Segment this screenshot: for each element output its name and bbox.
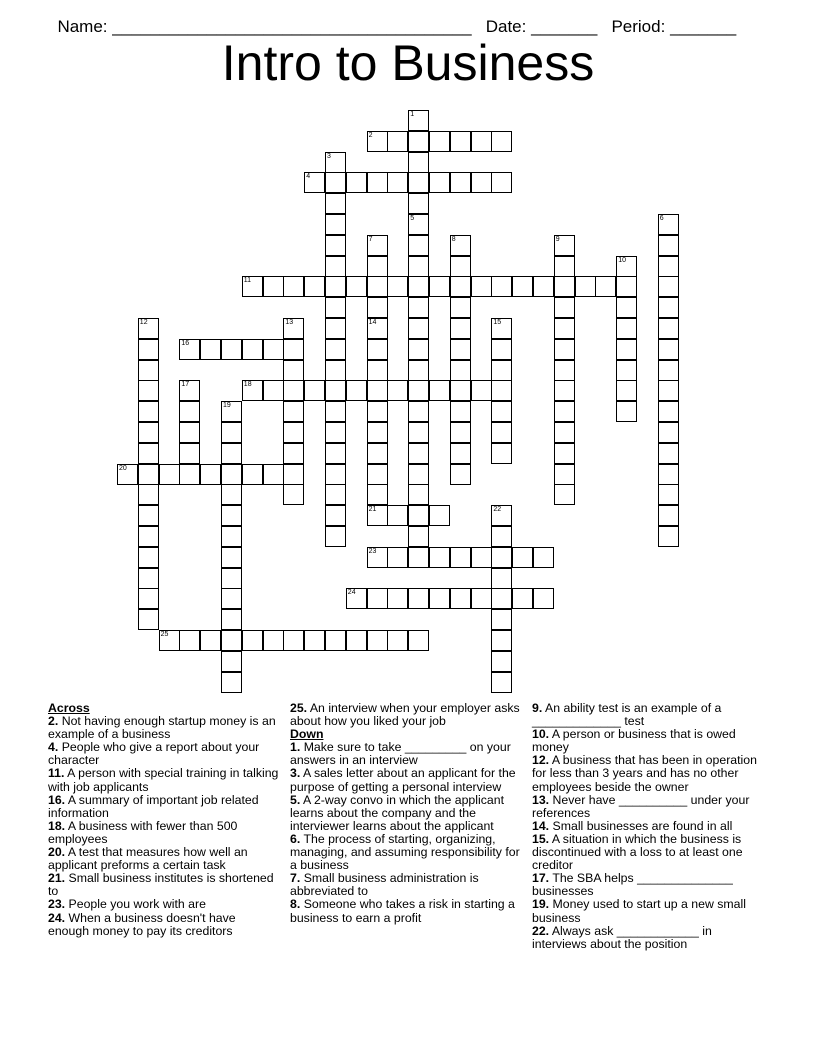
grid-cell[interactable]	[263, 380, 284, 401]
across-heading: Across	[48, 701, 90, 715]
grid-cell[interactable]	[408, 172, 429, 193]
grid-cell[interactable]	[533, 276, 554, 297]
clue-down-9: 9. An ability test is an example of a _____________ test	[532, 701, 722, 729]
grid-cell[interactable]	[658, 484, 679, 505]
clue-number: 2	[368, 131, 373, 139]
clue-number: 23	[368, 547, 377, 555]
grid-cell[interactable]	[429, 276, 450, 297]
grid-cell[interactable]	[200, 464, 221, 485]
clue-number: 25	[160, 631, 169, 638]
grid-cell[interactable]	[450, 131, 471, 152]
clue-number: 1	[410, 111, 415, 118]
grid-cell[interactable]	[616, 401, 637, 422]
clue-down-19: 19. Money used to start up a new small business	[532, 897, 746, 925]
grid-cell[interactable]	[471, 380, 492, 401]
grid-cell[interactable]	[221, 588, 242, 609]
clue-down-13: 13. Never have __________ under your references	[532, 792, 750, 820]
grid-cell[interactable]	[263, 630, 284, 651]
grid-cell[interactable]	[325, 193, 346, 214]
grid-cell[interactable]	[159, 464, 180, 485]
grid-cell[interactable]	[387, 630, 408, 651]
grid-cell[interactable]	[387, 505, 408, 526]
grid-cell[interactable]	[242, 464, 263, 485]
grid-cell[interactable]	[346, 172, 367, 193]
grid-cell[interactable]	[408, 422, 429, 443]
grid-cell[interactable]	[491, 443, 512, 464]
grid-cell[interactable]	[283, 339, 304, 360]
clue-number: 12	[139, 319, 148, 326]
grid-cell[interactable]	[138, 568, 159, 589]
grid-cell[interactable]	[387, 131, 408, 152]
grid-cell[interactable]	[325, 318, 346, 339]
grid-cell[interactable]	[283, 401, 304, 422]
grid-cell[interactable]	[408, 526, 429, 547]
clue-number: 7	[368, 235, 373, 243]
grid-cell[interactable]	[595, 276, 616, 297]
grid-cell[interactable]	[346, 630, 367, 651]
clue-number: 16	[181, 339, 190, 347]
grid-cell[interactable]	[491, 401, 512, 422]
grid-cell[interactable]	[221, 443, 242, 464]
grid-cell[interactable]	[242, 380, 263, 401]
clue-across-11: 11. A person with special training in talking with job applicants	[48, 766, 279, 794]
grid-cell[interactable]	[491, 339, 512, 360]
grid-cell[interactable]	[554, 297, 575, 318]
grid-cell[interactable]	[429, 505, 450, 526]
grid-cell[interactable]	[179, 380, 200, 401]
grid-cell[interactable]	[325, 443, 346, 464]
grid-cell[interactable]	[616, 380, 637, 401]
grid-cell[interactable]	[408, 110, 429, 131]
grid-cell[interactable]	[491, 526, 512, 547]
grid-cell[interactable]	[408, 630, 429, 651]
grid-cell[interactable]	[367, 505, 388, 526]
grid-cell[interactable]	[221, 547, 242, 568]
grid-cell[interactable]	[263, 276, 284, 297]
grid-cell[interactable]	[221, 568, 242, 589]
grid-cell[interactable]	[367, 484, 388, 505]
grid-cell[interactable]	[138, 547, 159, 568]
grid-cell[interactable]	[554, 484, 575, 505]
grid-cell[interactable]	[491, 131, 512, 152]
grid-cell[interactable]	[221, 464, 242, 485]
grid-cell[interactable]	[221, 484, 242, 505]
grid-cell[interactable]	[450, 588, 471, 609]
grid-cell[interactable]	[658, 526, 679, 547]
grid-cell[interactable]	[138, 339, 159, 360]
period-label: Period:	[611, 17, 666, 36]
grid-cell[interactable]	[429, 547, 450, 568]
grid-cell[interactable]	[159, 630, 180, 651]
grid-cell[interactable]	[450, 422, 471, 443]
clue-number: 24	[347, 589, 356, 597]
grid-cell[interactable]	[138, 401, 159, 422]
grid-cell[interactable]	[658, 360, 679, 381]
clue-across-24: 24. When a business doesn't have enough money to pay its creditors	[48, 910, 236, 938]
clue-number: 22	[493, 506, 502, 514]
grid-cell[interactable]	[408, 318, 429, 339]
grid-cell[interactable]	[408, 464, 429, 485]
grid-cell[interactable]	[221, 526, 242, 547]
grid-cell[interactable]	[138, 318, 159, 339]
name-blank[interactable]: ______________________________________	[112, 17, 472, 36]
grid-cell[interactable]	[367, 360, 388, 381]
grid-cell[interactable]	[117, 464, 138, 485]
grid-cell[interactable]	[325, 630, 346, 651]
clue-across-21: 21. Small business institutes is shortened to	[48, 871, 274, 899]
grid-cell[interactable]	[367, 235, 388, 256]
clue-down-14: 14. Small businesses are found in all	[532, 818, 733, 833]
clue-number: 5	[410, 215, 415, 222]
grid-cell[interactable]	[512, 276, 533, 297]
grid-cell[interactable]	[325, 276, 346, 297]
grid-cell[interactable]	[450, 360, 471, 381]
right-clues	[532, 702, 764, 951]
grid-cell[interactable]	[533, 547, 554, 568]
clue-down-17: 17. The SBA helps ______________ businesses	[532, 871, 733, 899]
grid-cell[interactable]	[408, 401, 429, 422]
grid-cell[interactable]	[658, 380, 679, 401]
grid-cell[interactable]	[512, 547, 533, 568]
grid-cell[interactable]	[554, 339, 575, 360]
grid-cell[interactable]	[367, 422, 388, 443]
period-blank[interactable]: _______	[670, 17, 737, 36]
grid-cell[interactable]	[491, 318, 512, 339]
grid-cell[interactable]	[200, 630, 221, 651]
grid-cell[interactable]	[325, 214, 346, 235]
grid-cell[interactable]	[304, 172, 325, 193]
grid-cell[interactable]	[325, 339, 346, 360]
grid-cell[interactable]	[387, 380, 408, 401]
grid-cell[interactable]	[179, 339, 200, 360]
grid-cell[interactable]	[367, 318, 388, 339]
clue-down-5: 5. A 2-way convo in which the applicant learns about the company and the interviewer learns about the applicant	[290, 792, 504, 833]
grid-cell[interactable]	[283, 318, 304, 339]
grid-cell[interactable]	[554, 401, 575, 422]
date-label: Date:	[485, 17, 527, 36]
grid-cell[interactable]	[325, 297, 346, 318]
grid-cell[interactable]	[554, 276, 575, 297]
grid-cell[interactable]	[408, 235, 429, 256]
grid-cell[interactable]	[408, 588, 429, 609]
clue-down-1: 1. Make sure to take _________ on your answers in an interview	[290, 740, 511, 768]
grid-cell[interactable]	[491, 380, 512, 401]
grid-cell[interactable]	[450, 547, 471, 568]
grid-cell[interactable]	[491, 568, 512, 589]
grid-cell[interactable]	[450, 276, 471, 297]
grid-cell[interactable]	[179, 630, 200, 651]
grid-cell[interactable]	[408, 505, 429, 526]
grid-cell[interactable]	[658, 318, 679, 339]
clue-number: 19	[223, 402, 231, 410]
grid-cell[interactable]	[512, 588, 533, 609]
grid-cell[interactable]	[408, 152, 429, 173]
clue-down-10: 10. A person or business that is owed money	[532, 727, 736, 755]
grid-cell[interactable]	[616, 297, 637, 318]
clue-across-2: 2. Not having enough startup money is an example of a business	[48, 714, 276, 742]
grid-cell[interactable]	[658, 276, 679, 297]
grid-cell[interactable]	[491, 276, 512, 297]
grid-cell[interactable]	[221, 651, 242, 672]
grid-cell[interactable]	[283, 422, 304, 443]
grid-cell[interactable]	[221, 609, 242, 630]
grid-cell[interactable]	[367, 297, 388, 318]
grid-cell[interactable]	[554, 256, 575, 277]
grid-cell[interactable]	[387, 172, 408, 193]
grid-cell[interactable]	[616, 360, 637, 381]
grid-cell[interactable]	[491, 505, 512, 526]
grid-cell[interactable]	[283, 630, 304, 651]
grid-cell[interactable]	[471, 547, 492, 568]
grid-cell[interactable]	[221, 401, 242, 422]
clue-number: 15	[493, 319, 502, 326]
grid-cell[interactable]	[367, 256, 388, 277]
grid-cell[interactable]	[408, 276, 429, 297]
grid-cell[interactable]	[138, 360, 159, 381]
grid-cell[interactable]	[138, 484, 159, 505]
name-label: Name:	[57, 17, 108, 36]
grid-cell[interactable]	[408, 443, 429, 464]
grid-cell[interactable]	[658, 401, 679, 422]
grid-cell[interactable]	[242, 630, 263, 651]
grid-cell[interactable]	[658, 297, 679, 318]
grid-cell[interactable]	[408, 484, 429, 505]
grid-cell[interactable]	[408, 339, 429, 360]
grid-cell[interactable]	[304, 276, 325, 297]
clue-number: 4	[306, 173, 311, 181]
clue-across-23: 23. People you work with are	[48, 897, 206, 912]
grid-cell[interactable]	[658, 235, 679, 256]
clue-number: 14	[368, 319, 377, 326]
grid-cell[interactable]	[138, 422, 159, 443]
clue-number: 17	[181, 381, 190, 389]
grid-cell[interactable]	[408, 380, 429, 401]
grid-cell[interactable]	[533, 588, 554, 609]
grid-cell[interactable]	[325, 360, 346, 381]
grid-cell[interactable]	[304, 630, 325, 651]
grid-cell[interactable]	[554, 464, 575, 485]
grid-cell[interactable]	[658, 339, 679, 360]
grid-cell[interactable]	[325, 152, 346, 173]
grid-cell[interactable]	[387, 276, 408, 297]
clue-number: 10	[618, 256, 626, 264]
grid-cell[interactable]	[283, 360, 304, 381]
grid-cell[interactable]	[554, 422, 575, 443]
grid-cell[interactable]	[138, 526, 159, 547]
grid-cell[interactable]	[450, 464, 471, 485]
grid-cell[interactable]	[179, 422, 200, 443]
clue-across-4: 4. People who give a report about your character	[48, 740, 260, 768]
clue-down-7: 7. Small business administration is abbreviated to	[290, 871, 479, 899]
grid-cell[interactable]	[658, 505, 679, 526]
grid-cell[interactable]	[658, 422, 679, 443]
grid-cell[interactable]	[616, 318, 637, 339]
grid-cell[interactable]	[658, 256, 679, 277]
grid-cell[interactable]	[325, 526, 346, 547]
grid-cell[interactable]	[367, 131, 388, 152]
clue-across-20: 20. A test that measures how well an applicant preforms a certain task	[48, 845, 248, 873]
grid-cell[interactable]	[367, 276, 388, 297]
grid-cell[interactable]	[221, 422, 242, 443]
grid-cell[interactable]	[138, 505, 159, 526]
clue-down-8: 8. Someone who takes a risk in starting a business to earn a profit	[290, 897, 515, 925]
grid-cell[interactable]	[138, 588, 159, 609]
grid-cell[interactable]	[221, 339, 242, 360]
grid-cell[interactable]	[429, 131, 450, 152]
grid-cell[interactable]	[554, 360, 575, 381]
grid-cell[interactable]	[367, 443, 388, 464]
grid-cell[interactable]	[200, 339, 221, 360]
grid-cell[interactable]	[325, 422, 346, 443]
grid-cell[interactable]	[367, 630, 388, 651]
grid-cell[interactable]	[138, 380, 159, 401]
grid-cell[interactable]	[221, 672, 242, 693]
grid-cell[interactable]	[491, 422, 512, 443]
grid-cell[interactable]	[242, 339, 263, 360]
grid-cell[interactable]	[491, 547, 512, 568]
clue-number: 6	[659, 215, 664, 222]
grid-cell[interactable]	[491, 588, 512, 609]
grid-cell[interactable]	[450, 401, 471, 422]
grid-cell[interactable]	[367, 380, 388, 401]
clue-down-3: 3. A sales letter about an applicant for the purpose of getting a personal interview	[290, 766, 516, 794]
clue-number: 9	[555, 235, 560, 243]
date-blank[interactable]: _______	[531, 17, 598, 36]
grid-cell[interactable]	[242, 276, 263, 297]
grid-cell[interactable]	[283, 380, 304, 401]
grid-cell[interactable]	[325, 401, 346, 422]
grid-cell[interactable]	[221, 630, 242, 651]
grid-cell[interactable]	[346, 276, 367, 297]
grid-cell[interactable]	[471, 588, 492, 609]
grid-cell[interactable]	[346, 588, 367, 609]
grid-cell[interactable]	[450, 235, 471, 256]
grid-cell[interactable]	[491, 360, 512, 381]
clue-number: 18	[243, 381, 252, 389]
down-heading: Down	[290, 727, 324, 742]
grid-cell[interactable]	[263, 464, 284, 485]
grid-cell[interactable]	[408, 131, 429, 152]
grid-cell[interactable]	[283, 443, 304, 464]
grid-cell[interactable]	[450, 339, 471, 360]
clue-down-15: 15. A situation in which the business is discontinued with a loss to at least one creditor	[532, 831, 743, 873]
grid-cell[interactable]	[325, 235, 346, 256]
grid-cell[interactable]	[471, 276, 492, 297]
clue-number: 21	[368, 506, 377, 514]
clue-across-25: 25. An interview when your employer asks about how you liked your job	[290, 701, 520, 729]
grid-cell[interactable]	[367, 339, 388, 360]
grid-cell[interactable]	[450, 380, 471, 401]
grid-cell[interactable]	[616, 339, 637, 360]
grid-cell[interactable]	[491, 651, 512, 672]
grid-cell[interactable]	[367, 401, 388, 422]
grid-cell[interactable]	[367, 588, 388, 609]
grid-cell[interactable]	[471, 172, 492, 193]
grid-cell[interactable]	[658, 214, 679, 235]
grid-cell[interactable]	[450, 256, 471, 277]
middle-clues	[290, 702, 522, 925]
grid-cell[interactable]	[138, 609, 159, 630]
grid-cell[interactable]	[325, 256, 346, 277]
grid-cell[interactable]	[283, 464, 304, 485]
clue-down-12: 12. A business that has been in operation for less than 3 years and has no other employees beside the owner	[532, 753, 757, 794]
grid-cell[interactable]	[138, 464, 159, 485]
clue-number: 8	[451, 235, 456, 243]
across-clues	[48, 702, 280, 938]
grid-cell[interactable]	[138, 443, 159, 464]
clue-number: 3	[327, 152, 331, 160]
grid-cell[interactable]	[658, 443, 679, 464]
grid-cell[interactable]	[221, 505, 242, 526]
grid-cell[interactable]	[283, 276, 304, 297]
grid-cell[interactable]	[450, 297, 471, 318]
grid-cell[interactable]	[429, 172, 450, 193]
grid-cell[interactable]	[554, 443, 575, 464]
grid-cell[interactable]	[450, 443, 471, 464]
grid-cell[interactable]	[325, 172, 346, 193]
grid-cell[interactable]	[429, 380, 450, 401]
grid-cell[interactable]	[429, 588, 450, 609]
grid-cell[interactable]	[408, 214, 429, 235]
grid-cell[interactable]	[346, 380, 367, 401]
grid-cell[interactable]	[283, 484, 304, 505]
grid-cell[interactable]	[491, 630, 512, 651]
grid-cell[interactable]	[471, 131, 492, 152]
grid-cell[interactable]	[491, 672, 512, 693]
grid-cell[interactable]	[658, 464, 679, 485]
grid-cell[interactable]	[616, 276, 637, 297]
grid-cell[interactable]	[450, 318, 471, 339]
grid-cell[interactable]	[387, 588, 408, 609]
grid-cell[interactable]	[367, 464, 388, 485]
grid-cell[interactable]	[179, 464, 200, 485]
grid-cell[interactable]	[408, 297, 429, 318]
clue-across-16: 16. A summary of important job related information	[48, 792, 259, 820]
page-title: Intro to Business	[221, 35, 595, 91]
clue-number: 13	[285, 319, 294, 326]
grid-cell[interactable]	[387, 547, 408, 568]
grid-cell[interactable]	[491, 609, 512, 630]
grid-cell[interactable]	[263, 339, 284, 360]
grid-cell[interactable]	[325, 505, 346, 526]
grid-cell[interactable]	[325, 464, 346, 485]
grid-cell[interactable]	[408, 547, 429, 568]
clue-down-22: 22. Always ask ____________ in interviews about the position	[532, 923, 712, 951]
grid-cell[interactable]	[367, 172, 388, 193]
grid-cell[interactable]	[450, 172, 471, 193]
grid-cell[interactable]	[304, 380, 325, 401]
grid-cell[interactable]	[325, 380, 346, 401]
grid-cell[interactable]	[325, 484, 346, 505]
clue-number: 11	[243, 277, 252, 285]
grid-cell[interactable]	[179, 401, 200, 422]
grid-cell[interactable]	[575, 276, 596, 297]
grid-cell[interactable]	[554, 380, 575, 401]
grid-cell[interactable]	[408, 256, 429, 277]
grid-cell[interactable]	[554, 235, 575, 256]
grid-cell[interactable]	[491, 172, 512, 193]
grid-cell[interactable]	[554, 318, 575, 339]
grid-cell[interactable]	[616, 256, 637, 277]
clue-number: 20	[119, 464, 127, 472]
grid-cell[interactable]	[179, 443, 200, 464]
grid-cell[interactable]	[408, 360, 429, 381]
clue-across-18: 18. A business with fewer than 500 employees	[48, 818, 238, 846]
grid-cell[interactable]	[367, 547, 388, 568]
grid-cell[interactable]	[408, 193, 429, 214]
clue-down-6: 6. The process of starting, organizing, managing, and assuming responsibility for a business	[290, 831, 520, 873]
